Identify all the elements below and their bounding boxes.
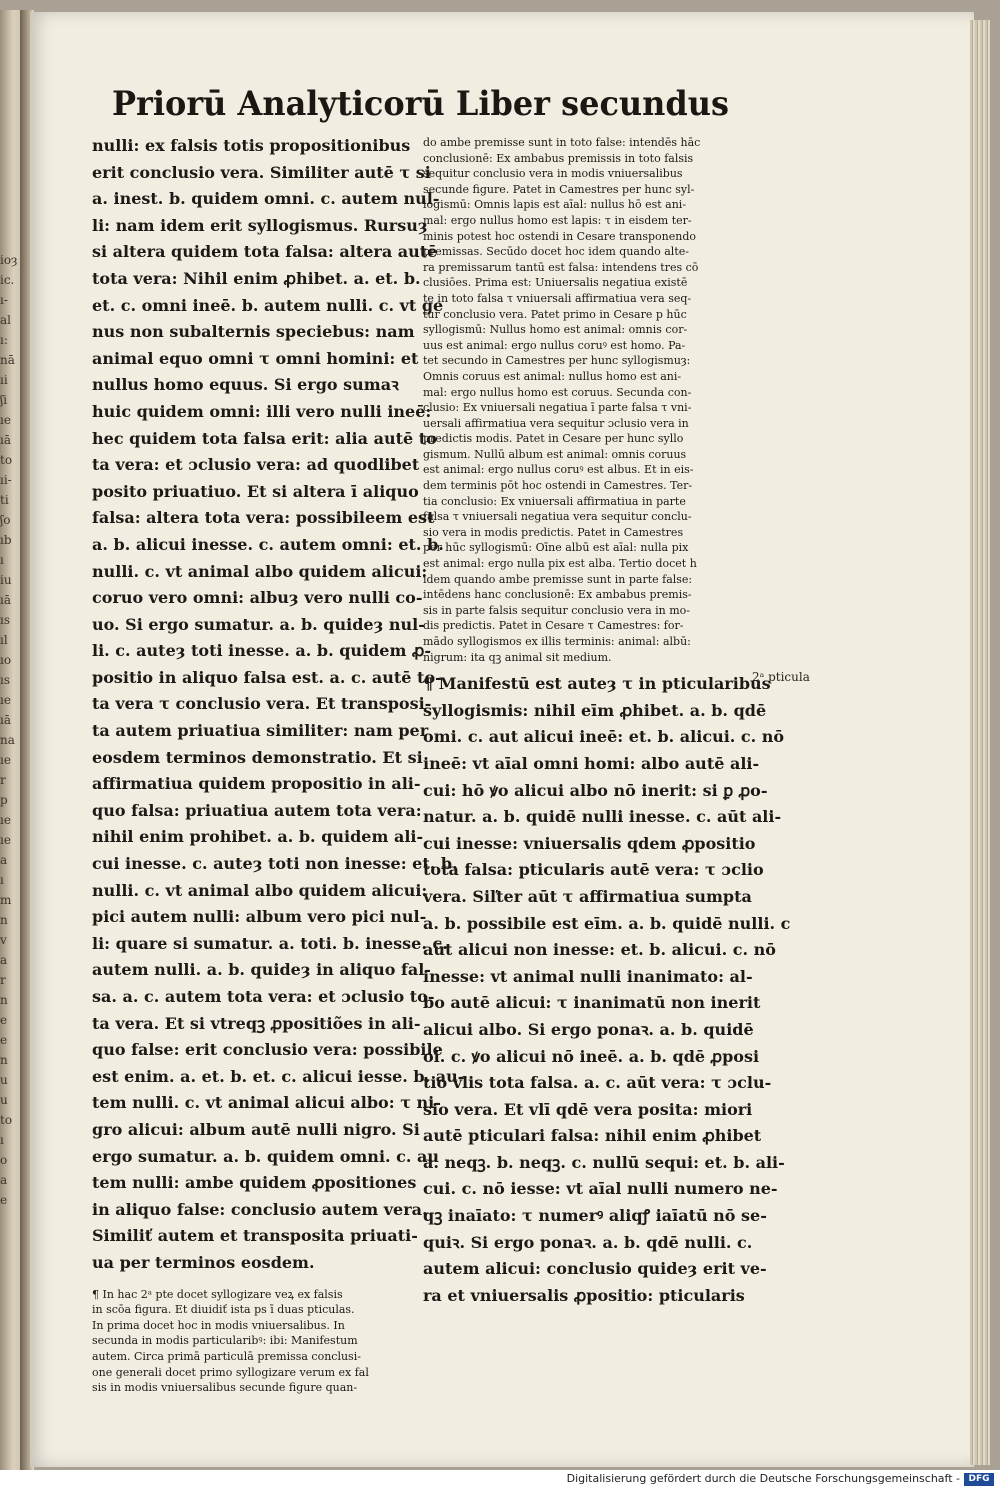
commentary-line: logismū: Omnis lapis est aīal: nullus hō est ani- bbox=[423, 198, 687, 212]
text-line: autē pticulari falsa: nihil enim ꝓhibet bbox=[423, 1126, 762, 1146]
commentary-line: tet secundo in Camestres per hunc syllogismuȝ: bbox=[423, 354, 691, 368]
commentary-line: intēdens hanc conclusionē: Ex ambabus premis- bbox=[423, 588, 692, 602]
left-page-fragment: ıā bbox=[0, 713, 11, 727]
left-page-fragment: ıs bbox=[0, 673, 10, 687]
commentary-line: premissas. Secūdo docet hoc idem quando alte- bbox=[423, 245, 689, 259]
text-line: a. neqꝫ. b. neqꝫ. c. nullū sequi: et. b. ali- bbox=[423, 1152, 785, 1172]
commentary-line: sio vera in modis predictis. Patet in Camestres bbox=[423, 525, 684, 539]
text-line: a. b. alicui inesse. c. autem omni: et. b. bbox=[92, 534, 444, 554]
commentary-line: idem quando ambe premisse sunt in parte false: bbox=[423, 572, 693, 586]
text-line: li. c. auteȝ toti inesse. a. b. quidem ꝓ- bbox=[92, 641, 431, 661]
text-line: ergo sumatur. a. b. quidem omni. c. au bbox=[92, 1146, 440, 1166]
left-page-fragment: ıe bbox=[0, 813, 11, 827]
commentary-line: dis predictis. Patet in Cesare τ Camestres: for- bbox=[423, 619, 684, 633]
text-line: huic quidem omni: illi vero nulli ineē: bbox=[92, 401, 432, 421]
left-page-fragment: na bbox=[0, 733, 15, 747]
text-line: si altera quidem tota falsa: altera autē bbox=[92, 242, 438, 262]
text-line: cui. c. nō iesse: vt aīal nulli numero ne- bbox=[423, 1179, 778, 1199]
text-line: a. inest. b. quidem omni. c. autem nul- bbox=[92, 189, 440, 209]
text-line: uo. Si ergo sumatur. a. b. quideȝ nul- bbox=[92, 614, 425, 634]
text-line: tio vlis tota falsa. a. c. aūt vera: τ ɔclu- bbox=[423, 1073, 772, 1093]
left-page-fragment: r bbox=[0, 773, 6, 787]
text-line: syllogismis: nihil eīm ꝓhibet. a. b. qdē bbox=[423, 700, 767, 720]
left-page-fragment: al bbox=[0, 313, 11, 327]
text-line: falsa: altera tota vera: possibileem est bbox=[92, 508, 435, 528]
text-line: cui: hō ꝟo alicui albo nō inerit: si ꝑ ꝓo- bbox=[423, 780, 768, 800]
footer-bar bbox=[0, 1470, 1000, 1489]
text-line: ta vera. Et si vtreqꝫ ꝓpositiões in ali- bbox=[92, 1013, 421, 1033]
left-page-fragment: nā bbox=[0, 353, 15, 367]
text-line: a. b. possibile est eīm. a. b. quidē nulli. c bbox=[423, 913, 791, 933]
commentary-line: In prima docet hoc in modis vniuersalibus. In bbox=[92, 1318, 345, 1332]
text-line: ra et vniuersalis ꝓpositio: pticularis bbox=[423, 1285, 745, 1305]
commentary-line: secunda in modis particularibꝰ: ibi: Manifestum bbox=[92, 1334, 358, 1348]
text-line: quiꝛ. Si ergo ponaꝛ. a. b. qdē nulli. c. bbox=[423, 1232, 753, 1252]
text-line: tem nulli. c. vt animal alicui albo: τ ni- bbox=[92, 1093, 441, 1113]
commentary-line: mal: ergo nullus homo est lapis: τ in eisdem ter- bbox=[423, 213, 692, 227]
commentary-line: gismum. Nullū album est animal: omnis coruus bbox=[423, 447, 687, 461]
commentary-line: secunde figure. Patet in Camestres per hunc syl- bbox=[423, 182, 695, 196]
commentary-line: mal: ergo nullus homo est coruus. Secunda con- bbox=[423, 385, 692, 399]
commentary-line: ¶ In hac 2ᵃ pte docet syllogizare veꝝ ex falsis bbox=[92, 1287, 343, 1301]
left-page-fragment: v bbox=[0, 933, 7, 947]
text-line: gro alicui: album autē nulli nigro. Si bbox=[92, 1119, 420, 1139]
left-page-fragment: ıe bbox=[0, 833, 11, 847]
left-page-fragment: ıl bbox=[0, 633, 8, 647]
commentary-line: uersali affirmatiua vera sequitur ɔclusio vera in bbox=[423, 416, 689, 430]
left-main-text bbox=[92, 133, 465, 1277]
left-page-fragment: ı bbox=[0, 1133, 4, 1147]
left-page-fragment: to bbox=[0, 1113, 13, 1127]
commentary-line: tur conclusio vera. Patet primo in Cesare p hūc bbox=[423, 307, 687, 321]
text-line: in aliquo false: conclusio autem vera. bbox=[92, 1199, 428, 1219]
commentary-line: per hūc syllogismū: Oīne albū est aīal: nulla pix bbox=[423, 541, 689, 555]
left-page-fragment: e bbox=[0, 1013, 8, 1027]
left-page-fragment: u bbox=[0, 1073, 8, 1087]
commentary-line: nigrum: ita qꝫ animal sit medium. bbox=[423, 650, 612, 664]
page-edge-stack bbox=[970, 20, 990, 1465]
left-page-fragment: ıe bbox=[0, 413, 11, 427]
text-line: eosdem terminos demonstratio. Et si bbox=[92, 747, 423, 767]
text-line: positio in aliquo falsa est. a. c. autē to- bbox=[92, 667, 442, 687]
right-commentary bbox=[423, 135, 737, 665]
commentary-line: predictis modis. Patet in Cesare per hunc syllo bbox=[423, 432, 684, 446]
commentary-line: uus est animal: ergo nullus coruꝰ est homo. Pa- bbox=[423, 338, 686, 352]
text-line: nulli. c. vt animal albo quidem alicui: bbox=[92, 561, 428, 581]
dfg-logo: DFG bbox=[964, 1473, 994, 1486]
text-line: alicui albo. Si ergo ponaꝛ. a. b. quidē bbox=[423, 1019, 754, 1039]
left-page-fragment: ıe bbox=[0, 753, 11, 767]
left-page-fragment: u bbox=[0, 1093, 8, 1107]
text-line: li: quare si sumatur. a. toti. b. inesse. c. bbox=[92, 933, 448, 953]
text-line: et. c. omni ineē. b. autem nulli. c. vt ge bbox=[92, 295, 444, 315]
left-page-fragment: e bbox=[0, 1033, 8, 1047]
commentary-line: autem. Circa primā particulā premissa conclusi- bbox=[92, 1349, 361, 1363]
commentary-line: est animal: ergo nulla pix est alba. Tertio docet h bbox=[423, 557, 697, 571]
commentary-line: syllogismū: Nullus homo est animal: omnis cor- bbox=[423, 323, 688, 337]
text-line: li: nam idem erit syllogismus. Rursuȝ bbox=[92, 215, 428, 235]
commentary-line: clusio: Ex vniuersali negatiua ī parte falsa τ vni- bbox=[423, 401, 692, 415]
running-title: Priorū Analyticorū Liber secundus bbox=[112, 84, 729, 124]
text-line: nihil enim prohibet. a. b. quidem ali- bbox=[92, 827, 424, 847]
commentary-line: dem terminis pōt hoc ostendi in Camestres. Ter- bbox=[423, 479, 693, 493]
left-column bbox=[92, 133, 465, 1396]
text-line: ineē: vt aīal omni homi: albo autē ali- bbox=[423, 753, 760, 773]
text-line: ta vera τ conclusio vera. Et transposi- bbox=[92, 694, 432, 714]
left-page-fragment: p bbox=[0, 793, 8, 807]
commentary-line: te in toto falsa τ vniuersali affirmatiua vera seq- bbox=[423, 291, 692, 305]
left-page-fragment: a bbox=[0, 1173, 8, 1187]
left-page-fragment: ıb bbox=[0, 533, 12, 547]
text-line: vera. Siľter aūt τ affirmatiua sumpta bbox=[423, 886, 752, 906]
text-line: nulli. c. vt animal albo quidem alicui: bbox=[92, 880, 428, 900]
commentary-line: do ambe premisse sunt in toto false: intendēs hāc bbox=[423, 136, 701, 149]
left-page-fragment: ıs bbox=[0, 613, 10, 627]
left-page-fragment: r bbox=[0, 973, 6, 987]
text-line: affirmatiua quidem propositio in ali- bbox=[92, 774, 421, 794]
margin-note: 2ᵃ pticula bbox=[752, 670, 810, 684]
left-page-fragment: ıo bbox=[0, 653, 12, 667]
text-line: autem nulli. a. b. quideȝ in aliquo fal- bbox=[92, 960, 431, 980]
text-line: nullus homo equus. Si ergo sumaꝛ bbox=[92, 375, 399, 395]
text-line: Similiť autem et transposita priuati- bbox=[92, 1226, 418, 1246]
left-page-fragment: n bbox=[0, 993, 8, 1007]
left-page-fragment: ı- bbox=[0, 293, 8, 307]
left-page-fragment: ʃo bbox=[0, 513, 11, 527]
left-page-fragment: ıe bbox=[0, 693, 11, 707]
commentary-line: minis potest hoc ostendi in Cesare transponendo bbox=[423, 229, 697, 243]
text-line: ta autem priuatiua similiter: nam per bbox=[92, 721, 429, 741]
left-page-fragment: a bbox=[0, 953, 8, 967]
left-page-fragment: ıi- bbox=[0, 473, 12, 487]
commentary-line: Omnis coruus est animal: nullus homo est ani- bbox=[423, 369, 682, 383]
left-page-fragment: ı bbox=[0, 553, 4, 567]
text-line: inesse: vt animal nulli inanimato: al- bbox=[423, 966, 753, 986]
left-page-fragment: ıi bbox=[0, 373, 8, 387]
text-line: quo false: erit conclusio vera: possibile bbox=[92, 1040, 443, 1060]
commentary-line: sequitur conclusio vera in modis vniuersalibus bbox=[423, 167, 683, 181]
text-line: posito priuatiuo. Et si altera ī aliquo bbox=[92, 481, 419, 501]
text-line: sio vera. Et vlī qdē vera posita: miori bbox=[423, 1099, 753, 1119]
left-commentary bbox=[92, 1287, 398, 1396]
left-page-fragment: to bbox=[0, 453, 13, 467]
text-line: ta vera: et ɔclusio vera: ad quodlibet bbox=[92, 455, 420, 475]
left-page-fragment: ı: bbox=[0, 333, 8, 347]
text-line: bo autē alicui: τ inanimatū non inerit bbox=[423, 993, 761, 1013]
commentary-line: est animal: ergo nullus coruꝰ est albus. Et in eis- bbox=[423, 463, 694, 477]
commentary-line: clusiōes. Prima est: Uniuersalis negatiua existē bbox=[423, 276, 688, 290]
commentary-line: sis in modis vniuersalibus secunde figure quan- bbox=[92, 1381, 358, 1395]
commentary-line: tia conclusio: Ex vniuersali affirmatiua in parte bbox=[423, 494, 686, 508]
left-page-fragment: a bbox=[0, 853, 8, 867]
left-page-fragment: n bbox=[0, 1053, 8, 1067]
commentary-line: mādo syllogismos ex illis terminis: animal: albū: bbox=[423, 635, 691, 648]
left-page-fragment: ʃi bbox=[0, 393, 8, 407]
text-line: cui inesse. c. auteȝ toti non inesse: et. b. bbox=[92, 854, 458, 874]
left-page-fragment: o bbox=[0, 1153, 8, 1167]
text-line: animal equo omni τ omni homini: et bbox=[92, 348, 419, 368]
text-line: natur. a. b. quidē nulli inesse. c. aūt ali- bbox=[423, 807, 782, 827]
text-line: nulli: ex falsis totis propositionibus bbox=[92, 136, 411, 155]
text-line: erit conclusio vera. Similiter autē τ si bbox=[92, 162, 431, 182]
text-line: ua per terminos eosdem. bbox=[92, 1252, 315, 1272]
commentary-line: conclusionē: Ex ambabus premissis in toto falsis bbox=[423, 151, 694, 165]
text-line: coruo vero omni: albuȝ vero nulli co- bbox=[92, 588, 423, 608]
text-line: aūt alicui non inesse: et. b. alicui. c. nō bbox=[423, 940, 776, 960]
left-page-fragment: ı bbox=[0, 873, 4, 887]
text-line: nus non subalternis speciebus: nam bbox=[92, 322, 415, 342]
text-line: sa. a. c. autem tota vera: et ɔclusio to- bbox=[92, 987, 435, 1006]
left-page-fragment: ıā bbox=[0, 593, 11, 607]
text-line: oi. c. ꝟo alicui nō ineē. a. b. qdē ꝓposi bbox=[423, 1046, 760, 1066]
left-page-fragment: ıā bbox=[0, 433, 11, 447]
text-line: tem nulli: ambe quidem ꝓpositiones bbox=[92, 1173, 417, 1193]
text-line: pici autem nulli: album vero pici nul- bbox=[92, 907, 427, 927]
text-line: cui inesse: vniuersalis qdem ꝓpositio bbox=[423, 833, 756, 853]
text-line: omi. c. aut alicui ineē: et. b. alicui. c. nō bbox=[423, 727, 785, 747]
text-line: quo falsa: priuatiua autem tota vera: bbox=[92, 800, 422, 820]
left-page-fragment: e bbox=[0, 1193, 8, 1207]
text-line: tota vera: Nihil enim ꝓhibet. a. et. b. bbox=[92, 268, 421, 288]
left-page-fragment: m bbox=[0, 893, 12, 907]
commentary-line: in scōa figura. Et diuidiť ista ps ī duas pticulas. bbox=[92, 1303, 355, 1317]
left-page-fragment: ti bbox=[0, 493, 9, 507]
text-line: autem alicui: conclusio quideȝ erit ve- bbox=[423, 1259, 767, 1279]
text-line: hec quidem tota falsa erit: alia autē to bbox=[92, 428, 437, 448]
left-page-fragment: ic. bbox=[0, 273, 15, 287]
footer-credit: Digitalisierung gefördert durch die Deutsche Forschungsgemeinschaft - bbox=[566, 1472, 960, 1485]
left-page-fragment: n bbox=[0, 913, 8, 927]
commentary-line: ra premissarum tantū est falsa: intendens tres cō bbox=[423, 260, 699, 274]
text-line: est enim. a. et. b. et. c. alicui iesse. b. au- bbox=[92, 1066, 465, 1086]
text-line: qꝫ inaīato: τ numerꝰ aliqꝭ iaīatū nō se- bbox=[423, 1206, 767, 1226]
commentary-line: sis in parte falsis sequitur conclusio vera in mo- bbox=[423, 603, 691, 617]
commentary-line: one generali docet primo syllogizare verum ex fal bbox=[92, 1365, 369, 1379]
commentary-line: falsa τ vniuersali negatiua vera sequitur conclu- bbox=[423, 510, 692, 524]
text-line: ¶ Manifestū est auteȝ τ in pticularibus bbox=[423, 674, 771, 694]
text-line: tota falsa: pticularis autē vera: τ ɔclio bbox=[423, 860, 764, 880]
left-page-fragment: iu bbox=[0, 573, 12, 587]
left-page-fragment: ioȝ bbox=[0, 253, 18, 267]
